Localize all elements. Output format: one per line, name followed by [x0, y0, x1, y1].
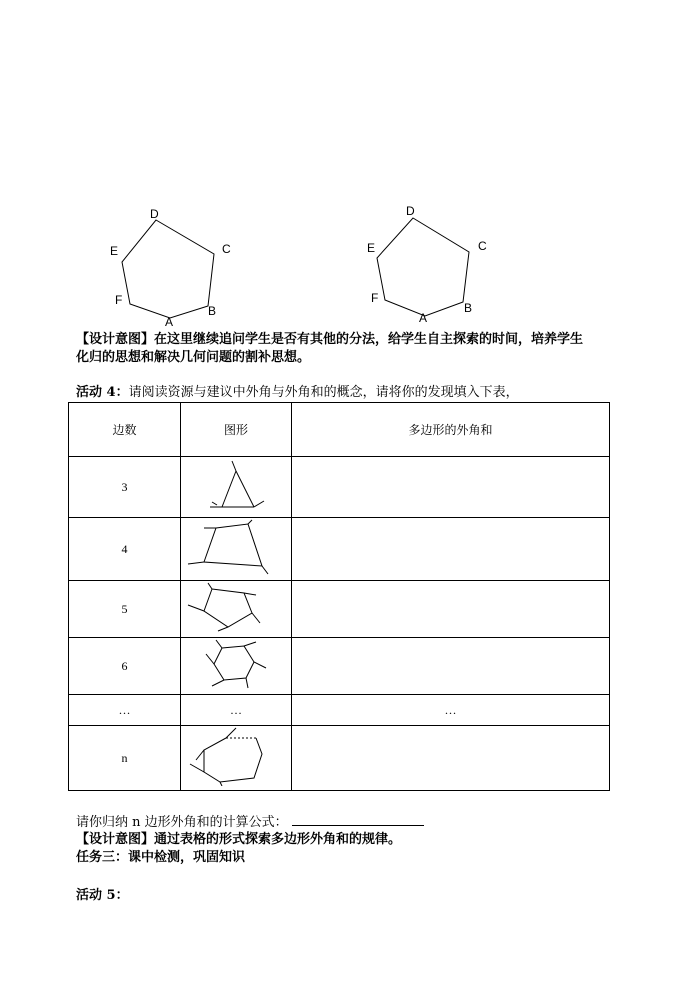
vertex-label-c: C	[478, 239, 487, 253]
pentagon-exterior-angles-figure	[182, 581, 290, 633]
vertex-label-f: F	[371, 291, 379, 305]
vertex-label-a: A	[165, 315, 174, 329]
cell-sides: n	[69, 726, 181, 791]
triangle-exterior-angles-figure	[182, 457, 290, 513]
heptagon-figure-left	[100, 200, 250, 330]
vertex-label-e: E	[367, 241, 376, 255]
cell-exterior-sum: …	[292, 695, 610, 726]
table-row	[69, 581, 610, 638]
header-exterior-sum: 多边形的外角和	[292, 403, 610, 457]
design-intent-line2: 化归的思想和解决几何问题的割补思想。	[76, 350, 311, 365]
vertex-label-a: A	[419, 311, 428, 325]
formula-prompt	[76, 813, 424, 832]
table-row	[69, 457, 610, 518]
vertex-label-f: F	[115, 293, 123, 307]
cell-figure	[181, 457, 292, 518]
cell-exterior-sum	[292, 457, 610, 518]
table-row	[69, 695, 610, 726]
header-figure: 图形	[181, 403, 292, 457]
cell-sides: 4	[69, 518, 181, 581]
cell-figure	[181, 518, 292, 581]
header-sides: 边数	[69, 403, 181, 457]
activity4-label: 活动 4：	[76, 385, 129, 400]
hexagon-exterior-angles-figure	[182, 638, 290, 690]
cell-figure	[181, 638, 292, 695]
cell-figure	[181, 581, 292, 638]
cell-sides: …	[69, 695, 181, 726]
n-gon-exterior-angles-figure	[182, 726, 290, 786]
table-row	[69, 638, 610, 695]
design-intent-line1	[76, 331, 583, 349]
formula-prompt-text: 请你归纳 n 边形外角和的计算公式：	[76, 815, 288, 830]
design-intent-text-2: 通过表格的形式探索多边形外角和的规律。	[154, 832, 402, 847]
design-intent-tag: 【设计意图】	[76, 832, 155, 847]
cell-sides: 3	[69, 457, 181, 518]
design-intent-text-1: 在这里继续追问学生是否有其他的分法，给学生自主探索的时间，培养学生	[154, 332, 584, 347]
exterior-angle-table	[68, 402, 610, 791]
heptagon-figure-right	[355, 198, 505, 328]
activity4-text: 请阅读资源与建议中外角与外角和的概念，请将你的发现填入下表，	[128, 385, 519, 400]
cell-exterior-sum	[292, 726, 610, 791]
vertex-label-c: C	[222, 242, 231, 256]
cell-sides: 5	[69, 581, 181, 638]
task3-heading: 任务三：课中检测，巩固知识	[76, 850, 246, 865]
cell-exterior-sum	[292, 638, 610, 695]
vertex-label-d: D	[406, 204, 415, 218]
quadrilateral-exterior-angles-figure	[182, 518, 290, 576]
table-row	[69, 518, 610, 581]
vertex-label-e: E	[110, 244, 119, 258]
cell-exterior-sum	[292, 581, 610, 638]
design-intent-2	[76, 831, 401, 849]
activity4-line	[76, 384, 519, 402]
cell-exterior-sum	[292, 518, 610, 581]
activity5-heading: 活动 5：	[76, 888, 129, 903]
vertex-label-b: B	[208, 304, 217, 318]
vertex-label-d: D	[150, 207, 159, 221]
vertex-label-b: B	[464, 301, 473, 315]
cell-sides: 6	[69, 638, 181, 695]
cell-figure: …	[181, 695, 292, 726]
design-intent-tag: 【设计意图】	[76, 332, 155, 347]
cell-figure	[181, 726, 292, 791]
table-row	[69, 726, 610, 791]
table-header-row	[69, 403, 610, 457]
formula-answer-blank[interactable]	[292, 813, 424, 826]
